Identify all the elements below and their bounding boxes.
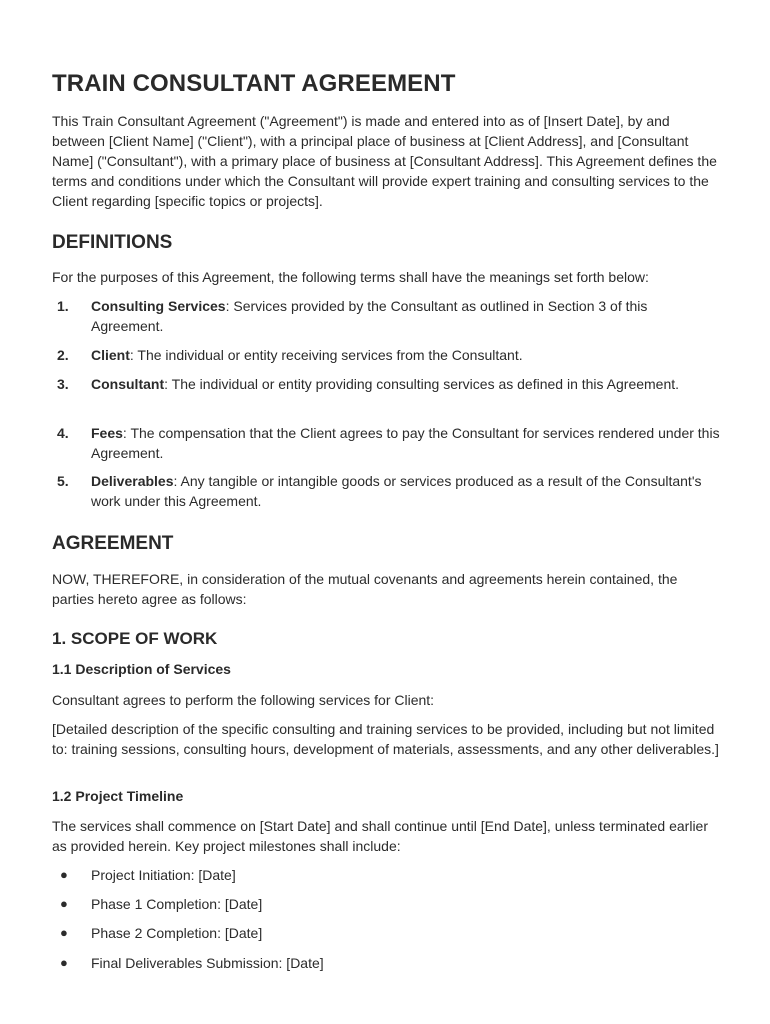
definition-term: Fees [91,425,123,441]
definition-item [52,423,720,463]
milestone-item [52,865,720,885]
definitions-lead: For the purposes of this Agreement, the following terms shall have the meanings set forth below: [52,269,649,285]
definition-number: 5. [57,473,69,489]
milestone-text: Phase 2 Completion: [Date] [91,925,263,941]
definition-term: Deliverables [91,473,174,489]
definition-term: Consultant [91,376,165,392]
timeline-subheading: 1.2 Project Timeline [52,788,184,804]
definition-text: : Services provided by the Consultant as outlined in Section 3 of this Agreement. [91,298,648,334]
definition-text: : Any tangible or intangible goods or services produced as a result of the Consultant's work under this Agreement. [91,473,702,509]
scope-heading: 1. SCOPE OF WORK [52,629,218,648]
bullet-icon: ● [60,925,68,940]
definition-number: 2. [57,347,69,363]
milestone-text: Final Deliverables Submission: [Date] [91,955,324,971]
milestone-item [52,953,720,973]
definition-term: Client [91,347,130,363]
milestone-text: Phase 1 Completion: [Date] [91,896,263,912]
definition-item [52,374,720,394]
definition-text: : The individual or entity providing consulting services as defined in this Agreement. [164,376,680,392]
bullet-icon: ● [60,867,68,882]
definition-item [52,345,720,365]
definitions-heading: DEFINITIONS [52,232,173,253]
agreement-paragraph: NOW, THEREFORE, in consideration of the mutual covenants and agreements herein contained, the parties hereto agree as follows: [52,571,678,607]
milestone-item [52,894,720,914]
description-detail: [Detailed description of the specific consulting and training services to be provided, including but not limited to: training sessions, consulting hours, development of materials, assessments, and any other deliverables.] [52,721,719,757]
milestone-item [52,923,720,943]
definition-item [52,296,720,336]
description-lead: Consultant agrees to perform the following services for Client: [52,692,435,708]
definition-item [52,471,720,511]
bullet-icon: ● [60,955,68,970]
milestone-text: Project Initiation: [Date] [91,867,236,883]
definition-number: 3. [57,376,69,392]
timeline-paragraph: The services shall commence on [Start Date] and shall continue until [End Date], unless terminated earlier as provided herein. Key project milestones shall include: [52,818,708,854]
bullet-icon: ● [60,896,68,911]
definition-text: : The individual or entity receiving services from the Consultant. [129,347,523,363]
intro-paragraph: This Train Consultant Agreement ("Agreement") is made and entered into as of [Insert Date], by and between [Client Name] ("Client"), with a principal place of business at [Client Address], and [Consultant Name] ("Consultant"), with a primary place of business at [Consultant Address]. This Agreement defines the terms and conditions under which the Consultant will provide expert training and consulting services to the Client regarding [specific topics or projects]. [52,113,717,209]
document-title: TRAIN CONSULTANT AGREEMENT [52,70,456,97]
definition-number: 1. [57,298,69,314]
definition-number: 4. [57,425,69,441]
definition-term: Consulting Services [91,298,226,314]
agreement-heading: AGREEMENT [52,533,174,554]
description-subheading: 1.1 Description of Services [52,661,231,677]
definition-text: : The compensation that the Client agrees to pay the Consultant for services rendered under this Agreement. [91,425,720,461]
